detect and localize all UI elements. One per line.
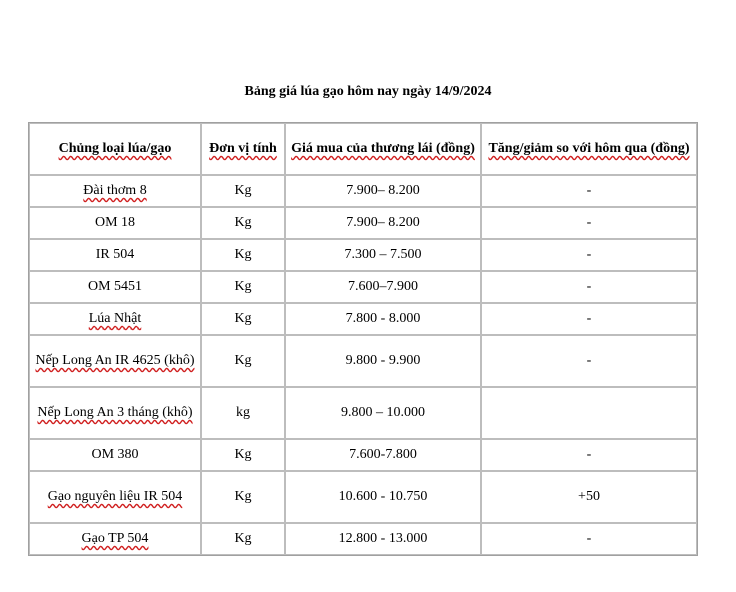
cell-type: Gạo TP 504: [29, 523, 201, 555]
cell-change: -: [481, 271, 697, 303]
cell-unit: Kg: [201, 523, 285, 555]
cell-type: OM 380: [29, 439, 201, 471]
cell-price: 7.900– 8.200: [285, 175, 481, 207]
cell-type: OM 18: [29, 207, 201, 239]
cell-unit: Kg: [201, 239, 285, 271]
table-row: [29, 335, 697, 387]
cell-unit: Kg: [201, 303, 285, 335]
table-row: [29, 271, 697, 303]
cell-unit: Kg: [201, 207, 285, 239]
cell-type: IR 504: [29, 239, 201, 271]
cell-unit: kg: [201, 387, 285, 439]
rice-price-table: [28, 122, 698, 556]
cell-price: 10.600 - 10.750: [285, 471, 481, 523]
cell-price: 7.900– 8.200: [285, 207, 481, 239]
cell-change: -: [481, 303, 697, 335]
cell-unit: Kg: [201, 439, 285, 471]
table-row: [29, 207, 697, 239]
table-row: [29, 175, 697, 207]
cell-type: Gạo nguyên liệu IR 504: [29, 471, 201, 523]
cell-change: -: [481, 239, 697, 271]
cell-price: 7.600–7.900: [285, 271, 481, 303]
table-row: [29, 471, 697, 523]
cell-change: -: [481, 207, 697, 239]
cell-change: [481, 387, 697, 439]
cell-change: -: [481, 439, 697, 471]
cell-change: -: [481, 175, 697, 207]
cell-change: -: [481, 523, 697, 555]
cell-type: Lúa Nhật: [29, 303, 201, 335]
table-row: [29, 239, 697, 271]
cell-type: Nếp Long An 3 tháng (khô): [29, 387, 201, 439]
cell-unit: Kg: [201, 335, 285, 387]
cell-unit: Kg: [201, 471, 285, 523]
cell-price: 9.800 – 10.000: [285, 387, 481, 439]
header-price: Giá mua của thương lái (đồng): [285, 123, 481, 175]
cell-price: 7.800 - 8.000: [285, 303, 481, 335]
cell-type: OM 5451: [29, 271, 201, 303]
cell-type: Nếp Long An IR 4625 (khô): [29, 335, 201, 387]
cell-change: -: [481, 335, 697, 387]
header-change: Tăng/giảm so với hôm qua (đồng): [481, 123, 697, 175]
cell-change: +50: [481, 471, 697, 523]
header-unit: Đơn vị tính: [201, 123, 285, 175]
header-type: Chủng loại lúa/gạo: [29, 123, 201, 175]
table-row: [29, 439, 697, 471]
cell-type: Đài thơm 8: [29, 175, 201, 207]
table-row: [29, 303, 697, 335]
cell-price: 7.300 – 7.500: [285, 239, 481, 271]
table-header-row: [29, 123, 697, 175]
cell-price: 9.800 - 9.900: [285, 335, 481, 387]
cell-price: 7.600-7.800: [285, 439, 481, 471]
cell-price: 12.800 - 13.000: [285, 523, 481, 555]
cell-unit: Kg: [201, 175, 285, 207]
page-title: Bảng giá lúa gạo hôm nay ngày 14/9/2024: [244, 84, 492, 99]
cell-unit: Kg: [201, 271, 285, 303]
table-row: [29, 523, 697, 555]
table-row: [29, 387, 697, 439]
